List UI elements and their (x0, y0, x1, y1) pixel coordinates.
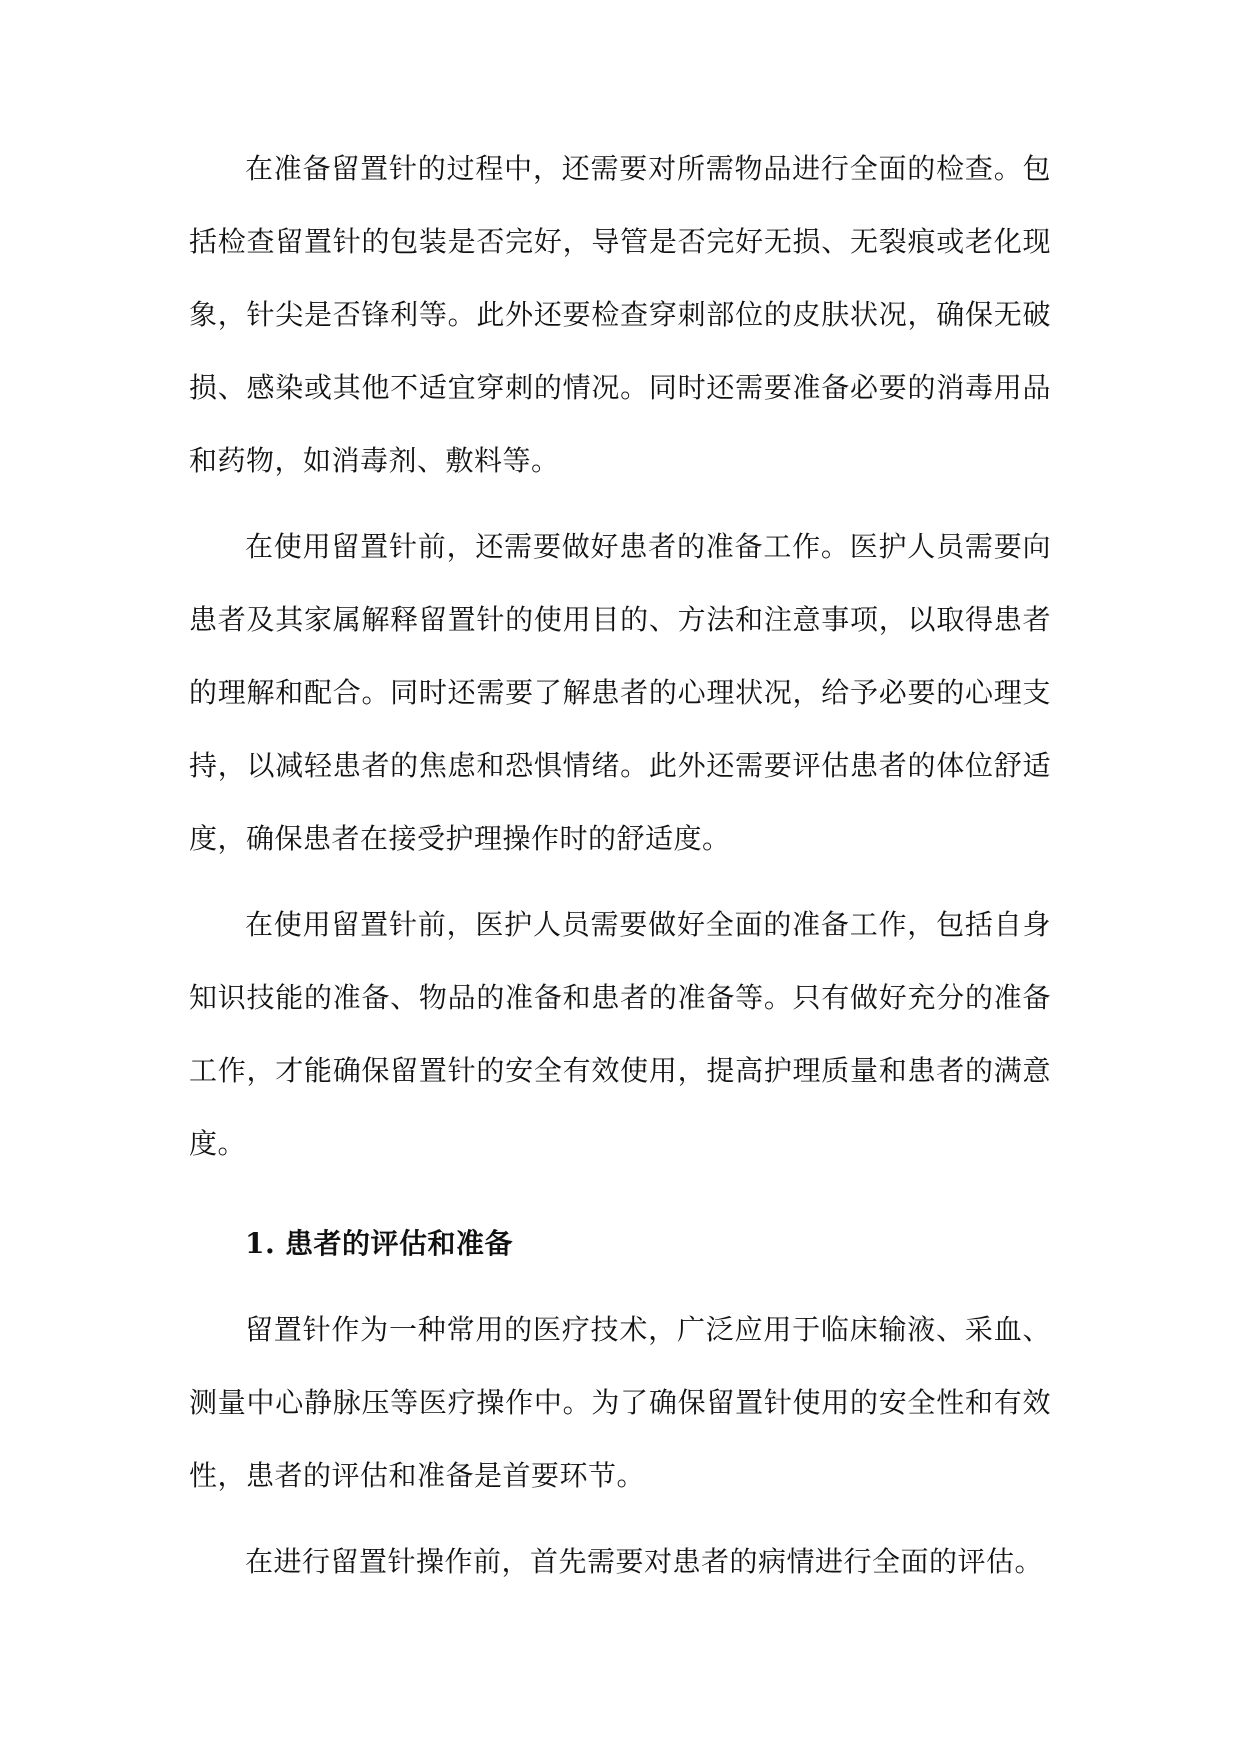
paragraph-supplies-check: 在准备留置针的过程中，还需要对所需物品进行全面的检查。包括检查留置针的包装是否完好，导管是否完好无损、无裂痕或老化现象，针尖是否锋利等。此外还要检查穿刺部位的皮肤状况，确保无破损、感染或其他不适宜穿刺的情况。同时还需要准备必要的消毒用品和药物，如消毒剂、敷料等。 (189, 152, 1051, 477)
section-heading (189, 1180, 1051, 1293)
paragraph-patient-preparation: 在使用留置针前，还需要做好患者的准备工作。医护人员需要向患者及其家属解释留置针的使用目的、方法和注意事项，以取得患者的理解和配合。同时还需要了解患者的心理状况，给予必要的心理支持，以减轻患者的焦虑和恐惧情绪。此外还需要评估患者的体位舒适度，确保患者在接受护理操作时的舒适度。 (189, 530, 1051, 855)
paragraph-section-intro: 留置针作为一种常用的医疗技术，广泛应用于临床输液、采血、测量中心静脉压等医疗操作中。为了确保留置针使用的安全性和有效性，患者的评估和准备是首要环节。 (189, 1313, 1051, 1492)
paragraph-gap (189, 1512, 1051, 1525)
section-number: 1. (245, 1227, 276, 1260)
paragraph-gap (189, 875, 1051, 888)
section-title: 患者的评估和准备 (285, 1227, 514, 1260)
document-body (189, 132, 1051, 1598)
paragraph-gap (189, 497, 1051, 510)
paragraph-condition-assessment: 在进行留置针操作前，首先需要对患者的病情进行全面的评估。 (245, 1545, 1044, 1578)
paragraph-summary: 在使用留置针前，医护人员需要做好全面的准备工作，包括自身知识技能的准备、物品的准备和患者的准备等。只有做好充分的准备工作，才能确保留置针的安全有效使用，提高护理质量和患者的满意度。 (189, 908, 1051, 1160)
